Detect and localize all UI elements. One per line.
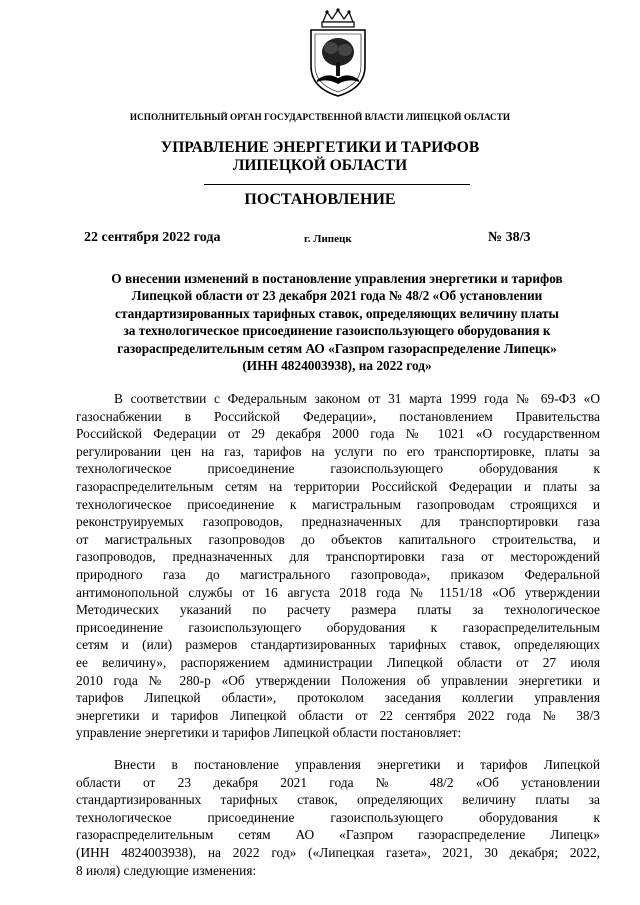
subject-line: О внесении изменений в постановление управления энергетики и тарифов [111,271,563,286]
paragraph-line: газораспределительным сетям АО «Газпром газораспределение Липецк» [76,827,600,843]
paragraph-line: Внести в постановление управления энергетики и тарифов Липецкой [114,757,600,772]
paragraph-line: сетям и (или) размеров стандартизированных тарифных ставок, определяющих [76,637,600,653]
subject-line: стандартизированных тарифных ставок, определяющих величину платы [115,305,559,321]
document-subject [72,270,602,374]
preamble-paragraph [76,390,600,742]
paragraph-line: регулировании цен на газ, тарифов на услуги по его транспортировке, платы за [76,443,600,459]
paragraph-line: Методических указаний по расчету размера платы за технологическое [76,602,600,618]
paragraph-line: реконструируемых газопроводов, предназначенных для транспортировки газа [76,514,600,530]
paragraph-line: антимонопольной службы от 16 августа 2018 года № 1151/18 «Об утверждении [76,584,600,600]
department-title-line1: УПРАВЛЕНИЕ ЭНЕРГЕТИКИ И ТАРИФОВ [160,139,480,156]
paragraph-line: области от 23 декабря 2021 года № 48/2 «Об установлении [76,774,600,790]
document-number: № 38/3 [488,230,531,245]
subject-line: за технологическое присоединение газоиспользующего оборудования к [123,323,551,339]
paragraph-line: тарифов Липецкой области», протоколом заседания коллегии управления [76,690,600,706]
amendment-paragraph [76,756,600,879]
authority-line: ИСПОЛНИТЕЛЬНЫЙ ОРГАН ГОСУДАРСТВЕННОЙ ВЛАСТИ ЛИПЕЦКОЙ ОБЛАСТИ [129,112,511,122]
header-divider [204,184,470,185]
paragraph-line: 2010 года № 280-р «Об утверждении Положения об управлении энергетики и [76,672,600,688]
document-type: ПОСТАНОВЛЕНИЕ [244,191,396,208]
paragraph-line: ее величину», распоряжением администрации Липецкой области от 27 июля [76,654,600,670]
subject-line: газораспределительным сетям АО «Газпром газораспределение Липецк» [117,340,557,356]
paragraph-line: природного газа до магистрального газопровода», приказом Федеральной [76,566,600,582]
paragraph-line: управление энергетики и тарифов Липецкой области постановляет: [76,725,462,741]
paragraph-line: 8 июля) следующие изменения: [76,862,257,878]
paragraph-line: технологическое присоединение к магистральным газопроводам строящихся и [76,496,600,512]
paragraph-line: присоединение газоиспользующего оборудования к газораспределительным [76,619,600,635]
document-date: 22 сентября 2022 года [84,230,221,245]
subject-line: (ИНН 4824003938), на 2022 год» [242,358,432,374]
document-city: г. Липецк [304,233,352,245]
paragraph-line: (ИНН 4824003938), на 2022 год» («Липецкая газета», 2021, 30 декабря; 2022, [76,844,600,860]
paragraph-line: от магистральных газопроводов до объектов капитального строительства, и [76,531,600,547]
paragraph-line: стандартизированных тарифных ставок, определяющих величину платы за [76,792,600,808]
department-title-line2: ЛИПЕЦКОЙ ОБЛАСТИ [232,157,408,174]
lipetsk-coat-of-arms-icon [301,8,375,98]
paragraph-line: газораспределительным сетям на территории Российской Федерации и платы за [76,478,600,494]
paragraph-line: В соответствии с Федеральным законом от 31 марта 1999 года № 69-ФЗ «О [114,391,600,406]
paragraph-line: технологическое присоединение газоиспользующего оборудования к [76,809,600,825]
paragraph-line: газопроводов, предназначенных для транспортировки газа от месторождений [76,549,600,565]
subject-line: Липецкой области от 23 декабря 2021 года № 48/2 «Об установлении [131,288,543,304]
paragraph-line: технологическое присоединение газоиспользующего оборудования к [76,461,600,477]
paragraph-line: газоснабжении в Российской Федерации», постановлением Правительства [76,408,600,424]
paragraph-line: энергетики и тарифов Липецкой области от 22 сентября 2022 года № 38/3 [76,707,600,723]
paragraph-line: Российской Федерации от 29 декабря 2000 года № 1021 «О государственном [76,426,600,442]
